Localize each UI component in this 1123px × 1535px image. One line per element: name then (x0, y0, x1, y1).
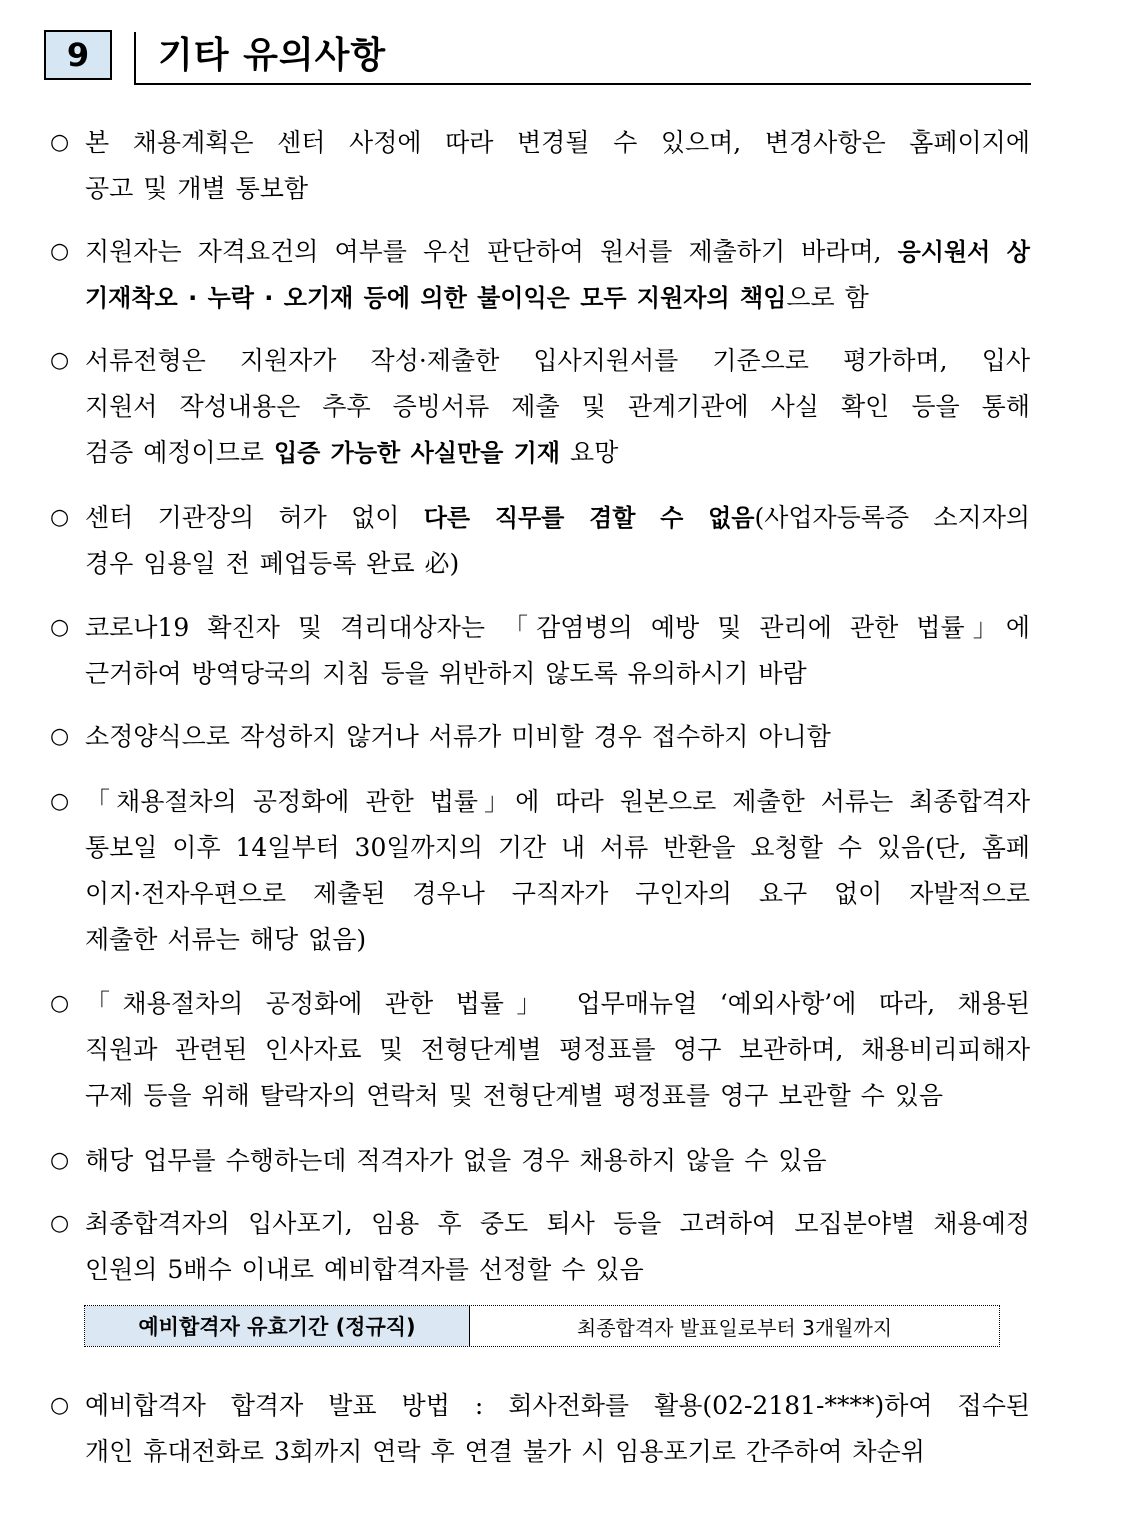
notice-line (85, 120, 1030, 166)
text-segment: 소정양식으로 작성하지 않거나 서류가 미비할 경우 접수하지 아니함 (85, 722, 831, 751)
text-segment: 최종합격자의 입사포기, 임용 후 중도 퇴사 등을 고려하여 모집분야별 채용예정 (85, 1209, 1030, 1238)
text-segment: 공고 및 개별 통보함 (85, 174, 309, 203)
notice-line (85, 229, 1030, 275)
text-segment: 지원서 작성내용은 추후 증빙서류 제출 및 관계기관에 사실 확인 등을 통해 (85, 392, 1030, 421)
notice-item (50, 1383, 1030, 1475)
section-underline (134, 83, 1031, 85)
notice-item (50, 779, 1030, 963)
text-segment: 이지·전자우편으로 제출된 경우나 구직자가 구인자의 요구 없이 자발적으로 (85, 879, 1030, 908)
notice-line (85, 338, 1030, 384)
text-segment: 「채용절차의 공정화에 관한 법률」 업무매뉴얼 ‘예외사항’에 따라, 채용된 (85, 989, 1030, 1018)
reserve-validity-table (84, 1305, 1000, 1347)
text-segment: 검증 예정이므로 (85, 438, 274, 467)
notice-item (50, 495, 1030, 587)
text-segment: 직원과 관련된 인사자료 및 전형단계별 평정표를 영구 보관하며, 채용비리피해자 (85, 1035, 1030, 1064)
bullet-icon: ○ (50, 1393, 70, 1418)
bullet-icon: ○ (50, 789, 70, 814)
notice-item (50, 229, 1030, 321)
text-segment: 예비합격자 합격자 발표 방법 : 회사전화를 활용(02-2181-****)하여 접수된 (85, 1391, 1030, 1420)
bullet-icon: ○ (50, 1211, 70, 1236)
notice-line (85, 1247, 1030, 1293)
notice-line (85, 981, 1030, 1027)
text-segment: 지원자는 자격요건의 여부를 우선 판단하여 원서를 제출하기 바라며, (85, 237, 898, 266)
notice-item (50, 338, 1030, 476)
notice-line (85, 605, 1030, 651)
text-segment: 센터 기관장의 허가 없이 (85, 503, 424, 532)
notice-line (85, 541, 1030, 587)
text-segment: 요망 (560, 438, 619, 467)
text-segment: (사업자등록증 소지자의 (754, 503, 1030, 532)
bullet-icon: ○ (50, 505, 70, 530)
section-divider (134, 32, 136, 84)
bullet-icon: ○ (50, 239, 70, 264)
text-segment: 제출한 서류는 해당 없음) (85, 925, 367, 954)
notice-line (85, 430, 1030, 476)
table-header-cell: 예비합격자 유효기간 (정규직) (85, 1306, 470, 1346)
bold-text: 입증 가능한 사실만을 기재 (273, 439, 561, 467)
section-number: 9 (44, 30, 112, 80)
text-segment: 해당 업무를 수행하는데 적격자가 없을 경우 채용하지 않을 수 있음 (85, 1146, 827, 1175)
notice-line (85, 871, 1030, 917)
notice-line (85, 779, 1030, 825)
notice-line (85, 917, 1030, 963)
notice-line (85, 1027, 1030, 1073)
bullet-icon: ○ (50, 348, 70, 373)
notice-line (85, 166, 1030, 212)
bullet-icon: ○ (50, 130, 70, 155)
notice-item (50, 1138, 1030, 1184)
text-segment: 서류전형은 지원자가 작성·제출한 입사지원서를 기준으로 평가하며, 입사 (85, 346, 1030, 375)
notice-line (85, 651, 1030, 697)
notice-item (50, 1201, 1030, 1293)
text-segment: 근거하여 방역당국의 지침 등을 위반하지 않도록 유의하시기 바람 (85, 659, 807, 688)
bold-text: 기재착오 · 누락 · 오기재 등에 의한 불이익은 모두 지원자의 책임 (85, 284, 787, 312)
notice-line (85, 275, 1030, 321)
notice-item (50, 605, 1030, 697)
bullet-icon: ○ (50, 1148, 70, 1173)
notice-line (85, 1138, 1030, 1184)
notice-line (85, 384, 1030, 430)
bold-text: 다른 직무를 겸할 수 없음 (423, 504, 755, 532)
text-segment: 으로 함 (786, 283, 869, 312)
text-segment: 통보일 이후 14일부터 30일까지의 기간 내 서류 반환을 요청할 수 있음(단, 홈페 (85, 833, 1030, 862)
table-value-cell: 최종합격자 발표일로부터 3개월까지 (576, 1315, 893, 1340)
text-segment: 코로나19 확진자 및 격리대상자는 「감염병의 예방 및 관리에 관한 법률」에 (85, 613, 1030, 642)
notice-item (50, 120, 1030, 212)
text-segment: 구제 등을 위해 탈락자의 연락처 및 전형단계별 평정표를 영구 보관할 수 있음 (85, 1081, 944, 1110)
bullet-icon: ○ (50, 724, 70, 749)
notice-line (85, 714, 1030, 760)
text-segment: 「채용절차의 공정화에 관한 법률」에 따라 원본으로 제출한 서류는 최종합격자 (85, 787, 1030, 816)
text-segment: 개인 휴대전화로 3회까지 연락 후 연결 불가 시 임용포기로 간주하여 차순위 (85, 1437, 925, 1466)
notice-line (85, 1201, 1030, 1247)
notice-line (85, 1429, 1030, 1475)
section-title: 기타 유의사항 (158, 35, 387, 76)
notice-line (85, 1383, 1030, 1429)
text-segment: 본 채용계획은 센터 사정에 따라 변경될 수 있으며, 변경사항은 홈페이지에 (85, 128, 1030, 157)
notice-item (50, 981, 1030, 1119)
bullet-icon: ○ (50, 615, 70, 640)
notice-item (50, 714, 1030, 760)
notice-line (85, 495, 1030, 541)
bold-text: 응시원서 상 (897, 238, 1030, 266)
text-segment: 경우 임용일 전 폐업등록 완료 必) (85, 549, 460, 578)
notice-line (85, 825, 1030, 871)
text-segment: 인원의 5배수 이내로 예비합격자를 선정할 수 있음 (85, 1255, 644, 1284)
bullet-icon: ○ (50, 991, 70, 1016)
notice-line (85, 1073, 1030, 1119)
section-header (44, 30, 1031, 86)
